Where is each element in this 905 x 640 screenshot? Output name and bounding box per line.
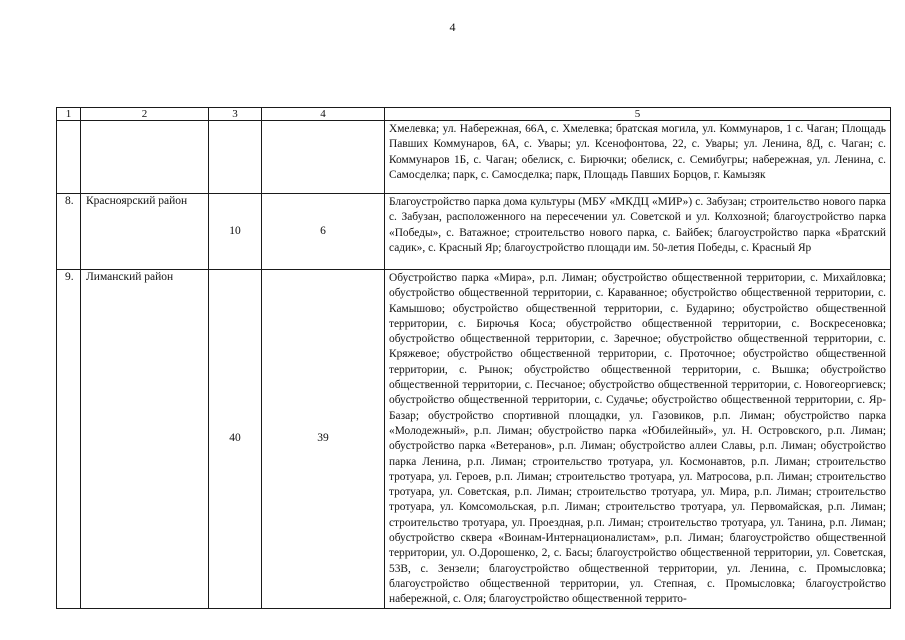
row-number: 9. xyxy=(57,270,81,609)
row-col4-value xyxy=(262,121,385,194)
row-description: Хмелевка; ул. Набережная, 66А, с. Хмелевка; братская могила, ул. Коммунаров, 1 с. Чаган; Площадь Павших Коммунаров, 6А, с. Увары; ул. Ксенофонтова, 22, с. Увары; ул. Ленина, 8Д, с. Чаган; с. Коммунаров 1Б, с. Чаган; обелиск, с. Бирючки; обелиск, с. Семибугры; набережная, ул. Ленина, с. Самосделка; парк, с. Самосделка; парк, Площадь Павших Борцов, г. Камызяк xyxy=(385,121,891,194)
projects-table xyxy=(56,107,891,609)
row-region: Красноярский район xyxy=(81,194,209,270)
header-col-1: 1 xyxy=(57,108,81,121)
row-col3-value: 10 xyxy=(209,194,262,270)
row-number: 8. xyxy=(57,194,81,270)
header-col-5: 5 xyxy=(385,108,891,121)
header-col-4: 4 xyxy=(262,108,385,121)
table-row xyxy=(57,121,891,194)
row-col4-value: 39 xyxy=(262,270,385,609)
row-col3-value: 40 xyxy=(209,270,262,609)
table-header-row xyxy=(57,108,891,121)
page-number: 4 xyxy=(449,20,456,34)
table-row xyxy=(57,194,891,270)
row-col3-value xyxy=(209,121,262,194)
row-col4-value: 6 xyxy=(262,194,385,270)
header-col-3: 3 xyxy=(209,108,262,121)
header-col-2: 2 xyxy=(81,108,209,121)
row-number xyxy=(57,121,81,194)
row-description: Благоустройство парка дома культуры (МБУ «МКДЦ «МИР») с. Забузан; строительство нового парка с. Забузан, расположенного на пересечении ул. Советской и ул. Колхозной; благоустройство парка «Победы», с. Ватажное; строительство нового парка, с. Байбек; благоустройство парка «Братский садик», с. Красный Яр; благоустройство площади им. 50-летия Победы, с. Красный Яр xyxy=(385,194,891,270)
row-region: Лиманский район xyxy=(81,270,209,609)
row-description: Обустройство парка «Мира», р.п. Лиман; обустройство общественной территории, с. Михайловка; обустройство общественной территории, с. Караванное; обустройство общественной территории, с. Камышово; обустройство общественной территории, с. Бударино; обустройство общественной территории, с. Бирючья Коса; обустройство общественной территории, с. Воскресеновка; обустройство общественной территории, с. Заречное; обустройство общественной территории, с. Кряжевое; обустройство общественной территории, с. Проточное; обустройство общественной территории, с. Рынок; обустройство общественной территории, с. Вышка; обустройство общественной территории, с. Песчаное; обустройство общественной территории, с. Новогеоргиевск; обустройство общественной территории, с. Судачье; обустройство общественной территории, с. Яр-Базар; обустройство спортивной площадки, ул. Газовиков, р.п. Лиман; обустройство парка «Молодежный», р.п. Лиман; обустройство парка «Юбилейный», ул. Н. Островского, р.п. Лиман; обустройство парка «Ветеранов», р.п. Лиман; обустройство аллеи Славы, р.п. Лиман; обустройство парка Ленина, р.п. Лиман; строительство тротуара, ул. Космонавтов, р.п. Лиман; строительство тротуара, ул. Героев, р.п. Лиман; строительство тротуара, ул. Матросова, р.п. Лиман; строительство тротуара, ул. Советская, р.п. Лиман; строительство тротуара, ул. Мира, р.п. Лиман; строительство тротуара, ул. Комсомольская, р.п. Лиман; строительство тротуара, ул. Первомайская, р.п. Лиман; строительство тротуара, ул. Проездная, р.п. Лиман; строительство тротуара, ул. Танина, р.п. Лиман; обустройство сквера «Воинам-Интернационалистам», р.п. Лиман; благоустройство общественной территории, ул. О.Дорошенко, 2, с. Басы; благоустройство общественной территории, ул. Советская, 53В, с. Зензели; благоустройство общественной территории, ул. Ленина, с. Промысловка; благоустройство общественной территории, ул. Степная, с. Промысловка; благоустройство набережной, с. Оля; благоустройство общественной террито- xyxy=(385,270,891,609)
table-row xyxy=(57,270,891,609)
row-region xyxy=(81,121,209,194)
